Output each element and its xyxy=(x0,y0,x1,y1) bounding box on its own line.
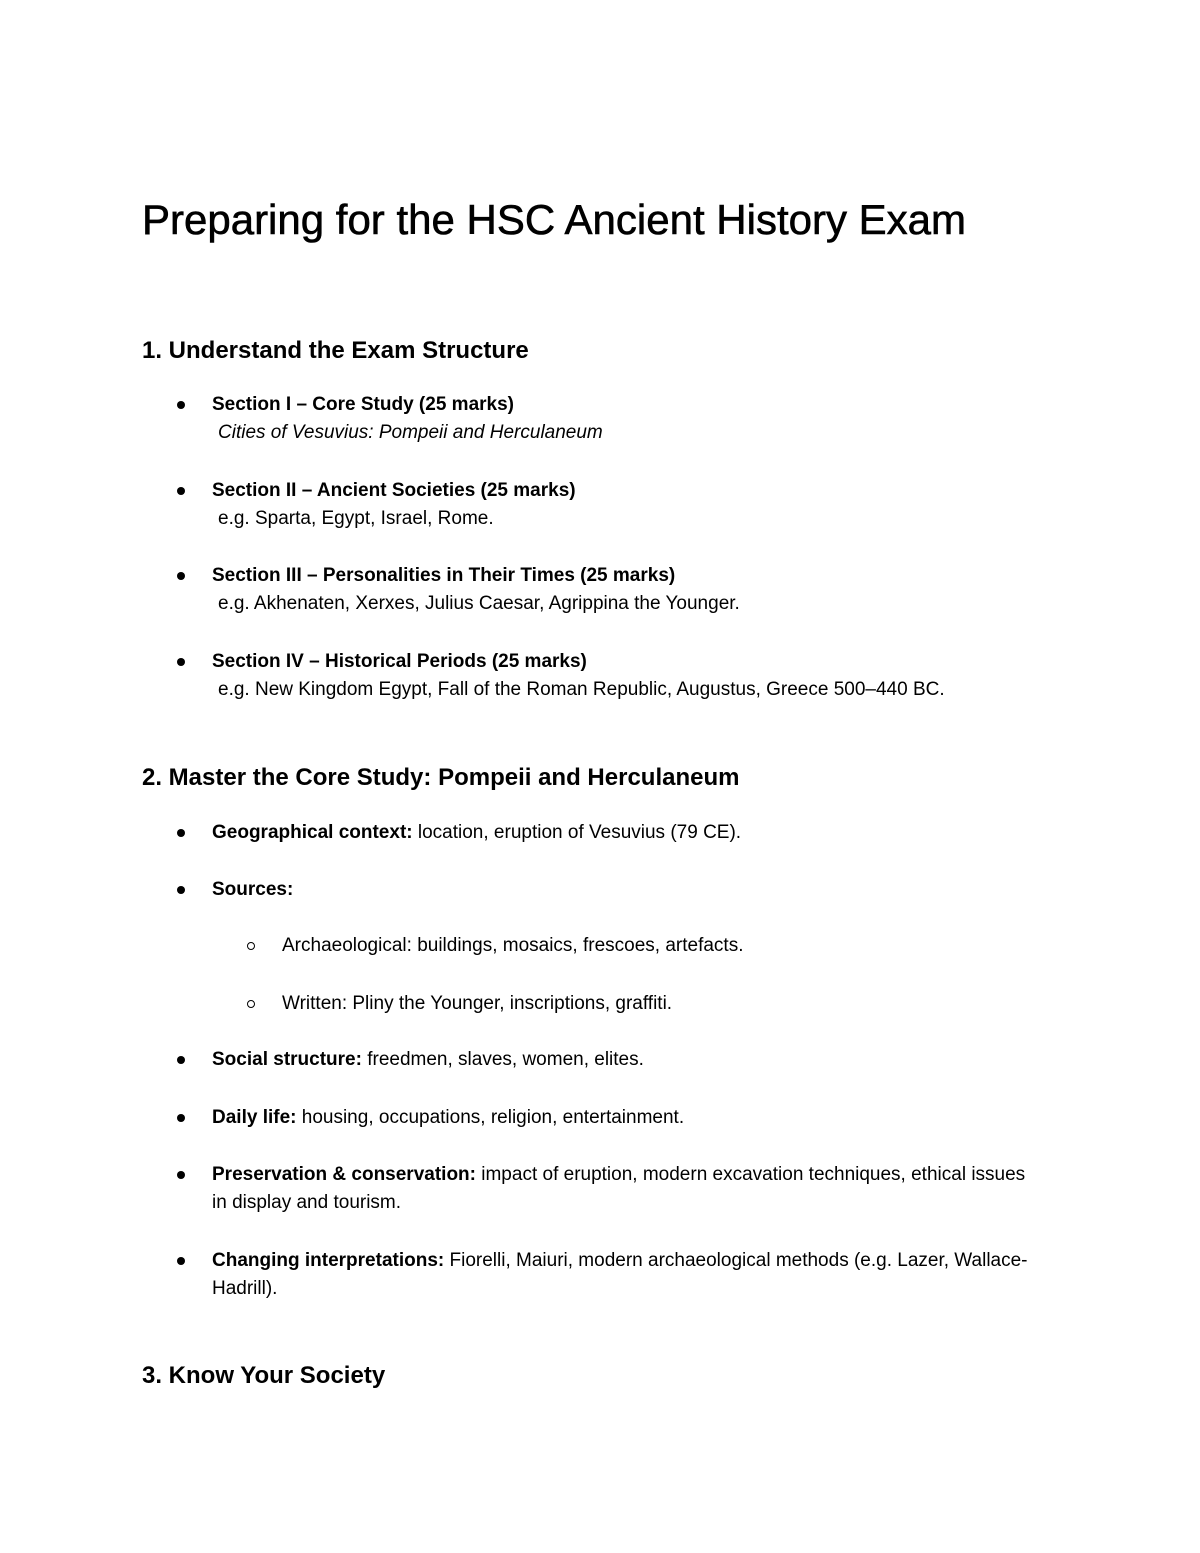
bullet-icon xyxy=(177,572,185,580)
list-item-social-structure xyxy=(212,1046,1092,1074)
item-detail: e.g. Sparta, Egypt, Israel, Rome. xyxy=(218,508,494,529)
list-item-preservation xyxy=(212,1161,1032,1217)
item-label: Changing interpretations: xyxy=(212,1250,445,1271)
list-item-section-iii xyxy=(212,562,1092,618)
hollow-bullet-icon xyxy=(247,942,255,950)
item-detail: e.g. New Kingdom Egypt, Fall of the Roman Republic, Augustus, Greece 500–440 BC. xyxy=(218,679,945,700)
list-item-geographical-context xyxy=(212,819,1092,847)
sub-item-written xyxy=(282,990,1102,1018)
item-label: Geographical context: xyxy=(212,822,413,843)
list-item-sources xyxy=(212,876,1092,904)
section-2-heading: 2. Master the Core Study: Pompeii and Herculaneum xyxy=(142,764,740,791)
sub-item-text: Archaeological: buildings, mosaics, frescoes, artefacts. xyxy=(282,935,744,956)
item-text: Fiorelli, Maiuri, modern archaeological methods (e.g. Lazer, Wallace-Hadrill). xyxy=(212,1250,1028,1299)
item-label: Daily life: xyxy=(212,1107,297,1128)
item-text: housing, occupations, religion, entertainment. xyxy=(296,1107,685,1128)
section-1-heading: 1. Understand the Exam Structure xyxy=(142,337,529,364)
item-text: freedmen, slaves, women, elites. xyxy=(361,1049,644,1070)
list-item-changing-interpretations xyxy=(212,1247,1072,1303)
item-label: Social structure: xyxy=(212,1049,362,1070)
item-text: impact of eruption, modern excavation techniques, ethical issues in display and tourism. xyxy=(212,1164,1026,1213)
list-item-daily-life xyxy=(212,1104,1092,1132)
bullet-icon xyxy=(177,1257,185,1265)
item-text: location, eruption of Vesuvius (79 CE). xyxy=(412,822,742,843)
item-label: Sources: xyxy=(212,879,294,900)
item-label: Section I – Core Study (25 marks) xyxy=(212,394,514,415)
bullet-icon xyxy=(177,829,185,837)
sub-item-archaeological xyxy=(282,932,1102,960)
bullet-icon xyxy=(177,401,185,409)
sub-item-text: Written: Pliny the Younger, inscriptions, graffiti. xyxy=(282,993,673,1014)
bullet-icon xyxy=(177,1056,185,1064)
item-label: Section III – Personalities in Their Times (25 marks) xyxy=(212,565,676,586)
bullet-icon xyxy=(177,886,185,894)
page-title: Preparing for the HSC Ancient History Exam xyxy=(142,196,967,243)
item-label: Preservation & conservation: xyxy=(212,1164,476,1185)
bullet-icon xyxy=(177,1114,185,1122)
item-label: Section IV – Historical Periods (25 marks) xyxy=(212,651,587,672)
item-detail: e.g. Akhenaten, Xerxes, Julius Caesar, Agrippina the Younger. xyxy=(218,593,740,614)
list-item-section-iv xyxy=(212,648,1092,704)
hollow-bullet-icon xyxy=(247,1000,255,1008)
item-detail: Cities of Vesuvius: Pompeii and Herculaneum xyxy=(218,422,603,443)
item-label: Section II – Ancient Societies (25 marks) xyxy=(212,480,576,501)
list-item-section-i xyxy=(212,391,1092,447)
bullet-icon xyxy=(177,487,185,495)
bullet-icon xyxy=(177,1171,185,1179)
list-item-section-ii xyxy=(212,477,1092,533)
bullet-icon xyxy=(177,658,185,666)
section-3-heading: 3. Know Your Society xyxy=(142,1362,386,1389)
